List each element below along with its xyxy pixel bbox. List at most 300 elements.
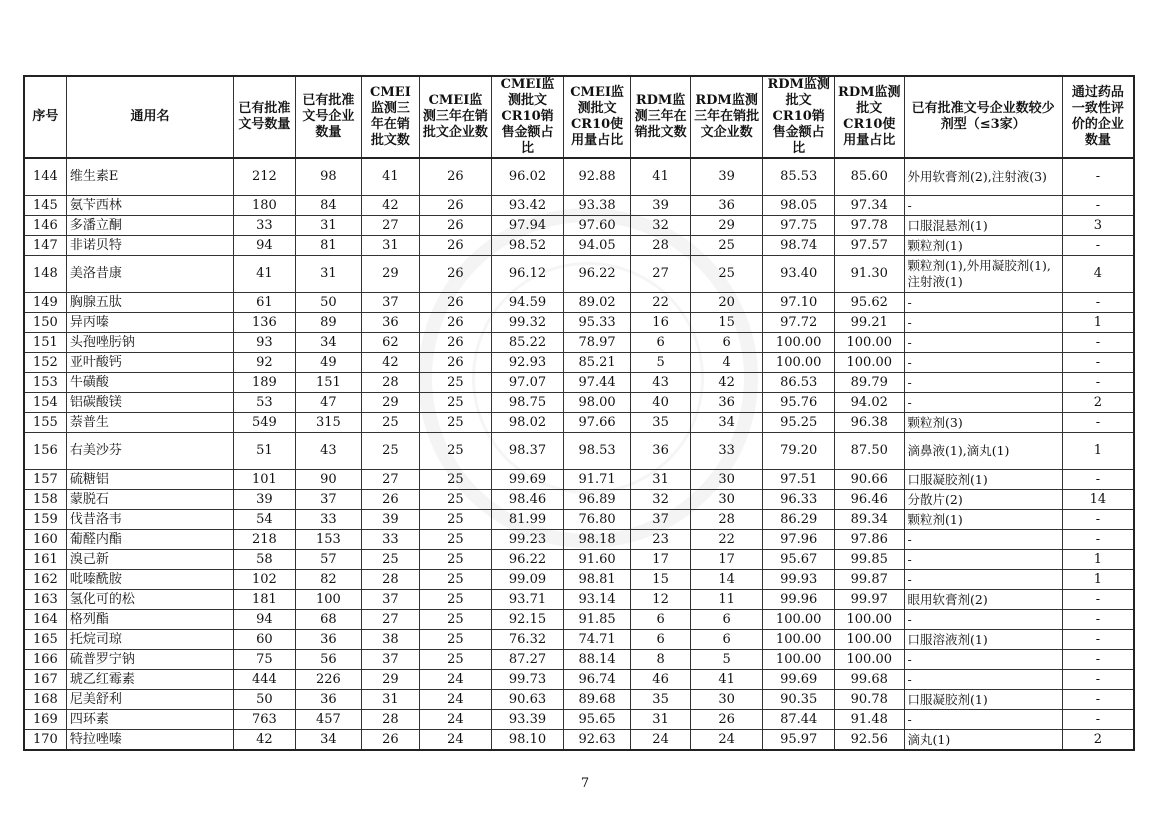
column-header: RDM监测三年在销批文数 [631,76,690,158]
table-cell: 444 [234,670,295,690]
table-cell: 24 [419,690,492,710]
table-cell: 28 [362,373,419,393]
table-cell: 100.00 [834,650,904,670]
dosage-forms: 外用软膏剂(2),注射液(3) [904,158,1062,196]
table-cell: 25 [419,470,492,490]
table-cell: 96.74 [563,670,631,690]
table-row [24,196,1134,216]
table-cell: 24 [631,730,690,751]
table-cell: 79.20 [763,433,835,470]
row-index: 151 [24,333,66,353]
table-cell: 25 [419,650,492,670]
table-cell: 26 [690,710,763,730]
table-cell: 96.33 [763,490,835,510]
table-cell: 90.35 [763,690,835,710]
table-cell: 93.14 [563,590,631,610]
column-header: RDM监测三年在销批文企业数 [690,76,763,158]
table-cell: 6 [690,333,763,353]
table-cell: 37 [295,490,362,510]
column-header: 通用名 [66,76,233,158]
table-cell: 90.66 [834,470,904,490]
drug-name: 多潘立酮 [66,216,233,236]
table-cell: 100.00 [763,650,835,670]
table-cell: 25 [419,570,492,590]
table-cell: 97.94 [492,216,564,236]
table-cell: 36 [362,313,419,333]
table-cell: 5 [631,353,690,373]
table-cell: 85.53 [763,158,835,196]
drug-name: 牛磺酸 [66,373,233,393]
table-cell: 153 [295,530,362,550]
row-index: 144 [24,158,66,196]
table-cell: 24 [419,670,492,690]
table-cell: 94 [234,236,295,256]
table-body [24,158,1134,750]
table-cell: 1 [1062,433,1134,470]
table-cell: 95.65 [563,710,631,730]
table-cell: 97.60 [563,216,631,236]
table-cell: 97.72 [763,313,835,333]
table-cell: 26 [419,353,492,373]
table-cell: 457 [295,710,362,730]
table-row [24,690,1134,710]
page-number: 7 [580,776,590,791]
table-cell: 41 [690,670,763,690]
table-cell: 97.34 [834,196,904,216]
table-cell: 41 [362,158,419,196]
table-cell: 25 [690,236,763,256]
row-index: 159 [24,510,66,530]
column-header: 已有批准文号企业数较少剂型（≤3家） [904,76,1062,158]
table-cell: 46 [631,670,690,690]
table-cell: 81 [295,236,362,256]
row-index: 167 [24,670,66,690]
table-cell: 28 [631,236,690,256]
table-cell: 96.22 [492,550,564,570]
table-row [24,373,1134,393]
drug-name: 胸腺五肽 [66,293,233,313]
table-row [24,236,1134,256]
dosage-forms: 口服凝胶剂(1) [904,690,1062,710]
drug-name: 葡醛内酯 [66,530,233,550]
table-cell: 24 [419,730,492,751]
table-cell: 6 [631,333,690,353]
table-cell: 1 [1062,550,1134,570]
drug-name: 美洛昔康 [66,256,233,293]
table-row [24,216,1134,236]
table-cell: 31 [362,236,419,256]
table-cell: - [1062,158,1134,196]
table-cell: 99.69 [492,470,564,490]
table-cell: 37 [362,590,419,610]
table-cell: 42 [362,353,419,373]
table-cell: 189 [234,373,295,393]
dosage-forms: 分散片(2) [904,490,1062,510]
dosage-forms: - [904,196,1062,216]
table-cell: 14 [690,570,763,590]
table-cell: 28 [690,510,763,530]
drug-name: 格列酯 [66,610,233,630]
table-cell: 26 [362,490,419,510]
table-cell: 28 [362,570,419,590]
drug-name: 非诺贝特 [66,236,233,256]
table-cell: 26 [419,293,492,313]
table-cell: - [1062,353,1134,373]
row-index: 163 [24,590,66,610]
table-cell: 315 [295,413,362,433]
table-cell: 100.00 [763,353,835,373]
dosage-forms: - [904,393,1062,413]
row-index: 154 [24,393,66,413]
table-cell: - [1062,670,1134,690]
table-row [24,470,1134,490]
table-cell: 2 [1062,393,1134,413]
table-cell: 95.25 [763,413,835,433]
table-row [24,610,1134,630]
column-header: 已有批准文号企业数量 [295,76,362,158]
column-header: CMEI监测三年在销批文企业数 [419,76,492,158]
row-index: 161 [24,550,66,570]
table-cell: 25 [419,530,492,550]
row-index: 147 [24,236,66,256]
table-cell: 25 [419,550,492,570]
table-cell: 89.34 [834,510,904,530]
drug-name: 氨苄西林 [66,196,233,216]
table-cell: - [1062,470,1134,490]
dosage-forms: - [904,610,1062,630]
table-cell: 26 [419,158,492,196]
table-cell: 96.12 [492,256,564,293]
table-cell: 92.88 [563,158,631,196]
table-cell: 61 [234,293,295,313]
table-cell: 93.38 [563,196,631,216]
table-cell: 16 [631,313,690,333]
table-cell: 96.02 [492,158,564,196]
table-row [24,293,1134,313]
table-cell: 100.00 [834,630,904,650]
table-cell: 180 [234,196,295,216]
drug-approval-table [23,75,1135,751]
table-cell: 38 [362,630,419,650]
table-cell: 60 [234,630,295,650]
table-cell: 39 [690,158,763,196]
table-cell: 97.75 [763,216,835,236]
table-cell: - [1062,413,1134,433]
table-cell: - [1062,196,1134,216]
table-cell: 97.78 [834,216,904,236]
column-header: 序号 [24,76,66,158]
table-cell: 99.85 [834,550,904,570]
table-cell: 97.57 [834,236,904,256]
table-cell: 31 [631,710,690,730]
table-cell: 82 [295,570,362,590]
table-cell: 51 [234,433,295,470]
column-header: CMEI监测批文CR10使用量占比 [563,76,631,158]
row-index: 160 [24,530,66,550]
table-cell: 34 [690,413,763,433]
table-cell: 58 [234,550,295,570]
dosage-forms: - [904,670,1062,690]
table-cell: 36 [295,630,362,650]
table-cell: 27 [362,470,419,490]
dosage-forms: - [904,570,1062,590]
table-cell: 99.96 [763,590,835,610]
table-cell: 98.52 [492,236,564,256]
table-cell: 76.80 [563,510,631,530]
table-cell: 95.97 [763,730,835,751]
table-cell: 97.86 [834,530,904,550]
table-row [24,670,1134,690]
table-cell: 100.00 [834,610,904,630]
table-cell: 50 [234,690,295,710]
table-cell: 100.00 [763,333,835,353]
row-index: 145 [24,196,66,216]
table-cell: 25 [419,590,492,610]
table-cell: 100 [295,590,362,610]
table-row [24,256,1134,293]
header-row [24,76,1134,158]
table-cell: - [1062,530,1134,550]
row-index: 153 [24,373,66,393]
table-cell: 17 [631,550,690,570]
table-cell: 89 [295,313,362,333]
table-cell: 97.51 [763,470,835,490]
table-cell: 32 [631,490,690,510]
table-cell: 22 [631,293,690,313]
table-row [24,550,1134,570]
table-cell: - [1062,293,1134,313]
table-cell: 6 [631,610,690,630]
table-cell: 97.66 [563,413,631,433]
table-cell: 218 [234,530,295,550]
table-cell: 29 [362,256,419,293]
table-cell: 93.42 [492,196,564,216]
table-cell: 99.69 [763,670,835,690]
table-cell: 5 [690,650,763,670]
table-cell: 42 [690,373,763,393]
table-cell: 25 [362,413,419,433]
table-cell: 90.78 [834,690,904,710]
drug-name: 异丙嗪 [66,313,233,333]
row-index: 156 [24,433,66,470]
table-cell: 25 [419,373,492,393]
table-row [24,353,1134,373]
table-cell: 226 [295,670,362,690]
table-cell: 99.21 [834,313,904,333]
table-cell: 98.37 [492,433,564,470]
table-cell: 37 [631,510,690,530]
table-cell: 93 [234,333,295,353]
table-cell: 26 [419,236,492,256]
table-cell: 4 [690,353,763,373]
table-cell: 94.05 [563,236,631,256]
table-cell: 42 [362,196,419,216]
table-cell: 25 [419,393,492,413]
table-cell: 81.99 [492,510,564,530]
table-cell: 31 [295,256,362,293]
table-cell: 27 [631,256,690,293]
table-cell: 95.67 [763,550,835,570]
table-cell: 93.40 [763,256,835,293]
table-cell: 1 [1062,313,1134,333]
column-header: RDM监测批文CR10使用量占比 [834,76,904,158]
table-cell: 35 [631,413,690,433]
dosage-forms: 颗粒剂(1) [904,510,1062,530]
table-cell: 15 [631,570,690,590]
dosage-forms: - [904,373,1062,393]
dosage-forms: 颗粒剂(1),外用凝胶剂(1),注射液(1) [904,256,1062,293]
column-header: CMEI监测批文CR10销售金额占比 [492,76,564,158]
table-cell: 15 [690,313,763,333]
dosage-forms: - [904,530,1062,550]
table-cell: 20 [690,293,763,313]
table-cell: 25 [419,490,492,510]
drug-name: 特拉唑嗪 [66,730,233,751]
table-cell: 98 [295,158,362,196]
table-cell: 94.02 [834,393,904,413]
table-cell: 99.68 [834,670,904,690]
table-cell: 3 [1062,216,1134,236]
dosage-forms: - [904,353,1062,373]
table-cell: 95.33 [563,313,631,333]
dosage-forms: 颗粒剂(3) [904,413,1062,433]
table-cell: 89.68 [563,690,631,710]
table-row [24,333,1134,353]
drug-name: 吡嗪酰胺 [66,570,233,590]
table-cell: - [1062,630,1134,650]
table-cell: 68 [295,610,362,630]
table-cell: 27 [362,610,419,630]
table-cell: 99.23 [492,530,564,550]
drug-name: 托烷司琼 [66,630,233,650]
table-cell: 96.38 [834,413,904,433]
table-cell: 39 [234,490,295,510]
table-cell: 25 [362,433,419,470]
table-cell: 91.71 [563,470,631,490]
table-cell: 26 [419,256,492,293]
table-cell: 6 [690,610,763,630]
table-cell: 25 [419,610,492,630]
table-cell: 92.63 [563,730,631,751]
table-cell: 35 [631,690,690,710]
table-cell: 97.44 [563,373,631,393]
table-cell: 91.60 [563,550,631,570]
row-index: 164 [24,610,66,630]
row-index: 148 [24,256,66,293]
table-cell: 27 [362,216,419,236]
table-cell: 25 [690,256,763,293]
table-cell: - [1062,650,1134,670]
dosage-forms: 口服混悬剂(1) [904,216,1062,236]
table-row [24,730,1134,751]
table-cell: 29 [362,393,419,413]
row-index: 149 [24,293,66,313]
table-cell: 97.96 [763,530,835,550]
row-index: 158 [24,490,66,510]
row-index: 146 [24,216,66,236]
table-cell: 85.60 [834,158,904,196]
drug-name: 萘普生 [66,413,233,433]
row-index: 166 [24,650,66,670]
table-row [24,490,1134,510]
table-cell: 22 [690,530,763,550]
table-cell: 36 [690,393,763,413]
table-cell: 36 [690,196,763,216]
table-cell: 43 [631,373,690,393]
table-cell: 23 [631,530,690,550]
table-cell: 29 [690,216,763,236]
drug-name: 右美沙芬 [66,433,233,470]
row-index: 152 [24,353,66,373]
drug-name: 蒙脱石 [66,490,233,510]
table-row [24,710,1134,730]
table-cell: 39 [631,196,690,216]
table-row [24,413,1134,433]
column-header: RDM监测批文CR10销售金额占比 [763,76,835,158]
table-cell: 40 [631,393,690,413]
table-cell: 33 [690,433,763,470]
table-cell: 87.44 [763,710,835,730]
table-row [24,510,1134,530]
table-cell: 30 [690,690,763,710]
table-cell: 47 [295,393,362,413]
table-cell: 57 [295,550,362,570]
table-cell: 36 [295,690,362,710]
dosage-forms: - [904,313,1062,333]
table-cell: 26 [419,333,492,353]
table-cell: 100.00 [834,333,904,353]
table-cell: 26 [362,730,419,751]
table-row [24,530,1134,550]
table-cell: 41 [631,158,690,196]
table-cell: 31 [631,470,690,490]
drug-name: 头孢唑肟钠 [66,333,233,353]
table-cell: 86.29 [763,510,835,530]
table-cell: 32 [631,216,690,236]
column-header: 通过药品一致性评价的企业数量 [1062,76,1134,158]
dosage-forms: - [904,650,1062,670]
dosage-forms: - [904,293,1062,313]
table-cell: 90 [295,470,362,490]
table-cell: 91.30 [834,256,904,293]
table-cell: 88.14 [563,650,631,670]
drug-name: 铝碳酸镁 [66,393,233,413]
table-cell: 30 [690,490,763,510]
table-cell: - [1062,610,1134,630]
table-cell: - [1062,333,1134,353]
table-cell: 93.71 [492,590,564,610]
table-cell: 98.81 [563,570,631,590]
table-cell: 95.76 [763,393,835,413]
table-cell: 26 [419,216,492,236]
table-cell: 100.00 [763,610,835,630]
table-cell: 96.46 [834,490,904,510]
table-cell: 96.22 [563,256,631,293]
row-index: 155 [24,413,66,433]
drug-name: 溴己新 [66,550,233,570]
table-row [24,393,1134,413]
table-cell: 30 [690,470,763,490]
table-cell: 87.27 [492,650,564,670]
table-cell: 76.32 [492,630,564,650]
column-header: CMEI监测三年在销批文数 [362,76,419,158]
table-cell: 26 [419,196,492,216]
table-cell: 33 [234,216,295,236]
table-cell: 39 [362,510,419,530]
table-cell: 36 [631,433,690,470]
row-index: 150 [24,313,66,333]
row-index: 168 [24,690,66,710]
